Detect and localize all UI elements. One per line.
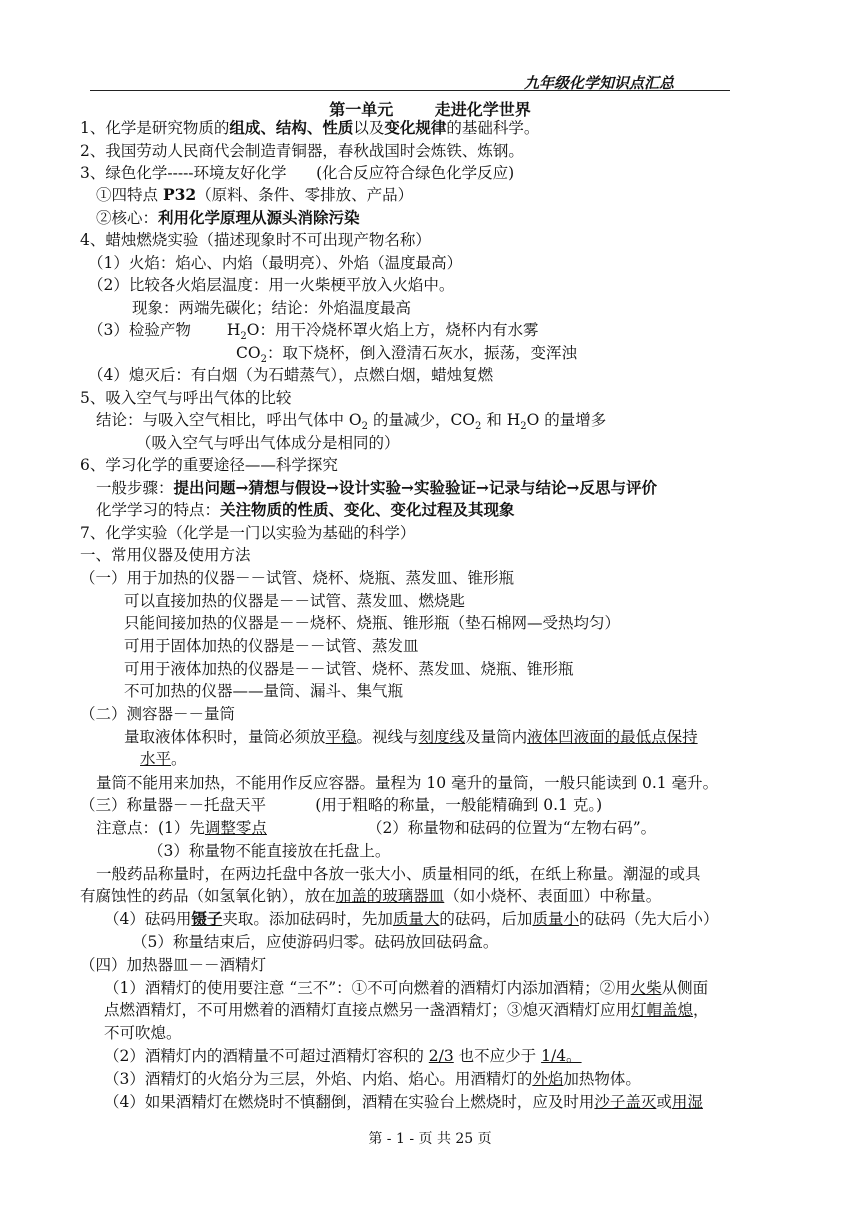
header-title: 九年级化学知识点汇总 <box>523 74 674 92</box>
line-19: 7、化学实验（化学是一门以实验为基础的科学） <box>80 524 416 542</box>
line-32: 注意点：(1）先调整零点 （2）称量物和砝码的位置为“左物右码”。 <box>96 819 657 837</box>
line-43: （3）酒精灯的火焰分为三层，外焰、内焰、焰心。用酒精灯的外焰加热物体。 <box>104 1070 641 1088</box>
line-12: （4）熄灭后：有白烟（为石蜡蒸气），点燃白烟，蜡烛复燃 <box>88 366 494 384</box>
line-27: （二）测容器－－量筒 <box>80 705 236 723</box>
line-7: （1）火焰：焰心、内焰（最明亮）、外焰（温度最高） <box>88 254 463 272</box>
line-23: 只能间接加热的仪器是－－烧杯、烧瓶、锥形瓶（垫石棉网—受热均匀） <box>124 614 621 632</box>
line-8: （2）比较各火焰层温度：用一火柴梗平放入火焰中。 <box>88 276 455 294</box>
line-24: 可用于固体加热的仪器是－－试管、蒸发皿 <box>124 637 419 655</box>
line-36: （4）砝码用镊子夹取。添加砝码时，先加质量大的砝码，后加质量小的砝码（先大后小） <box>104 909 719 928</box>
line-40: 点燃酒精灯，不可用燃着的酒精灯直接点燃另一盏酒精灯；③熄灭酒精灯应用灯帽盖熄， <box>104 1001 709 1019</box>
line-1: 1、化学是研究物质的组成、结构、性质以及变化规律的基础科学。 <box>80 118 540 137</box>
line-11: $CO_2$：取下烧杯，倒入澄清石灰水，振荡，变浑浊 <box>236 344 577 366</box>
line-5: ②核心：利用化学原理从源头消除污染 <box>96 208 360 227</box>
line-25: 可用于液体加热的仪器是－－试管、烧杯、蒸发皿、烧瓶、锥形瓶 <box>124 660 574 678</box>
line-21: （一）用于加热的仪器－－试管、烧杯、烧瓶、蒸发皿、锥形瓶 <box>80 569 515 587</box>
line-33: （3）称量物不能直接放在托盘上。 <box>148 842 391 860</box>
unit-name: 走进化学世界 <box>434 100 531 119</box>
line-6: 4、蜡烛燃烧实验（描述现象时不可出现产物名称） <box>80 231 431 249</box>
line-14: 结论：与吸入空气相比，呼出气体中 $O_2$ 的量减少，$CO_2$ 和 $H_2O$ 的量增多 <box>96 411 607 433</box>
line-22: 可以直接加热的仪器是－－试管、蒸发皿、燃烧匙 <box>124 592 466 610</box>
line-28: 量取液体体积时，量筒必须放平稳。视线与刻度线及量筒内液体凹液面的最低点保持 <box>124 728 698 746</box>
line-29: 水平。 <box>140 750 187 768</box>
line-10: （3）检验产物 $H_2O$：用干冷烧杯罩火焰上方，烧杯内有水雾 <box>88 321 539 343</box>
line-44: （4）如果酒精灯在燃烧时不慎翻倒，酒精在实验台上燃烧时，应及时用沙子盖灭或用湿 <box>104 1093 703 1111</box>
line-42: （2）酒精灯内的酒精量不可超过酒精灯容积的 2/3 也不应少于 1/4。 <box>104 1047 582 1065</box>
line-2: 2、我国劳动人民商代会制造青铜器，春秋战国时会炼铁、炼钢。 <box>80 142 524 160</box>
header-rule <box>90 90 730 91</box>
line-26: 不可加热的仪器——量筒、漏斗、集气瓶 <box>124 682 404 700</box>
line-38: （四）加热器皿－－酒精灯 <box>80 956 267 974</box>
line-18: 化学学习的特点：关注物质的性质、变化、变化过程及其现象 <box>96 500 515 519</box>
line-15: （吸入空气与呼出气体成分是相同的） <box>136 434 400 452</box>
line-31: （三）称量器－－托盘天平 (用于粗略的称量，一般能精确到 0.1 克。) <box>80 796 603 814</box>
line-41: 不可吹熄。 <box>104 1024 182 1042</box>
line-13: 5、吸入空气与呼出气体的比较 <box>80 389 292 407</box>
line-20: 一、常用仪器及使用方法 <box>80 546 251 564</box>
line-35: 有腐蚀性的药品（如氢氧化钠），放在加盖的玻璃器皿（如小烧杯、表面皿）中称量。 <box>80 887 662 905</box>
line-17: 一般步骤：提出问题→猜想与假设→设计实验→实验验证→记录与结论→反思与评价 <box>96 478 657 497</box>
line-16: 6、学习化学的重要途径——科学探究 <box>80 456 338 474</box>
line-4: ①四特点 P32（原料、条件、零排放、产品） <box>96 185 414 204</box>
unit-number: 第一单元 <box>329 100 394 119</box>
line-30: 量筒不能用来加热，不能用作反应容器。量程为 10 毫升的量筒，一般只能读到 0.1 毫升。 <box>96 774 719 792</box>
line-9: 现象：两端先碳化；结论：外焰温度最高 <box>132 299 412 317</box>
line-34: 一般药品称量时，在两边托盘中各放一张大小、质量相同的纸，在纸上称量。潮湿的或具 <box>96 865 701 883</box>
page-footer: 第 - 1 - 页 共 25 页 <box>368 1131 492 1147</box>
line-37: （5）称量结束后，应使游码归零。砝码放回砝码盒。 <box>132 933 499 951</box>
line-39: （1）酒精灯的使用要注意 “三不”：①不可向燃着的酒精灯内添加酒精；②用火柴从侧面 <box>104 979 709 997</box>
line-3: 3、绿色化学-----环境友好化学 (化合反应符合绿色化学反应) <box>80 164 515 182</box>
